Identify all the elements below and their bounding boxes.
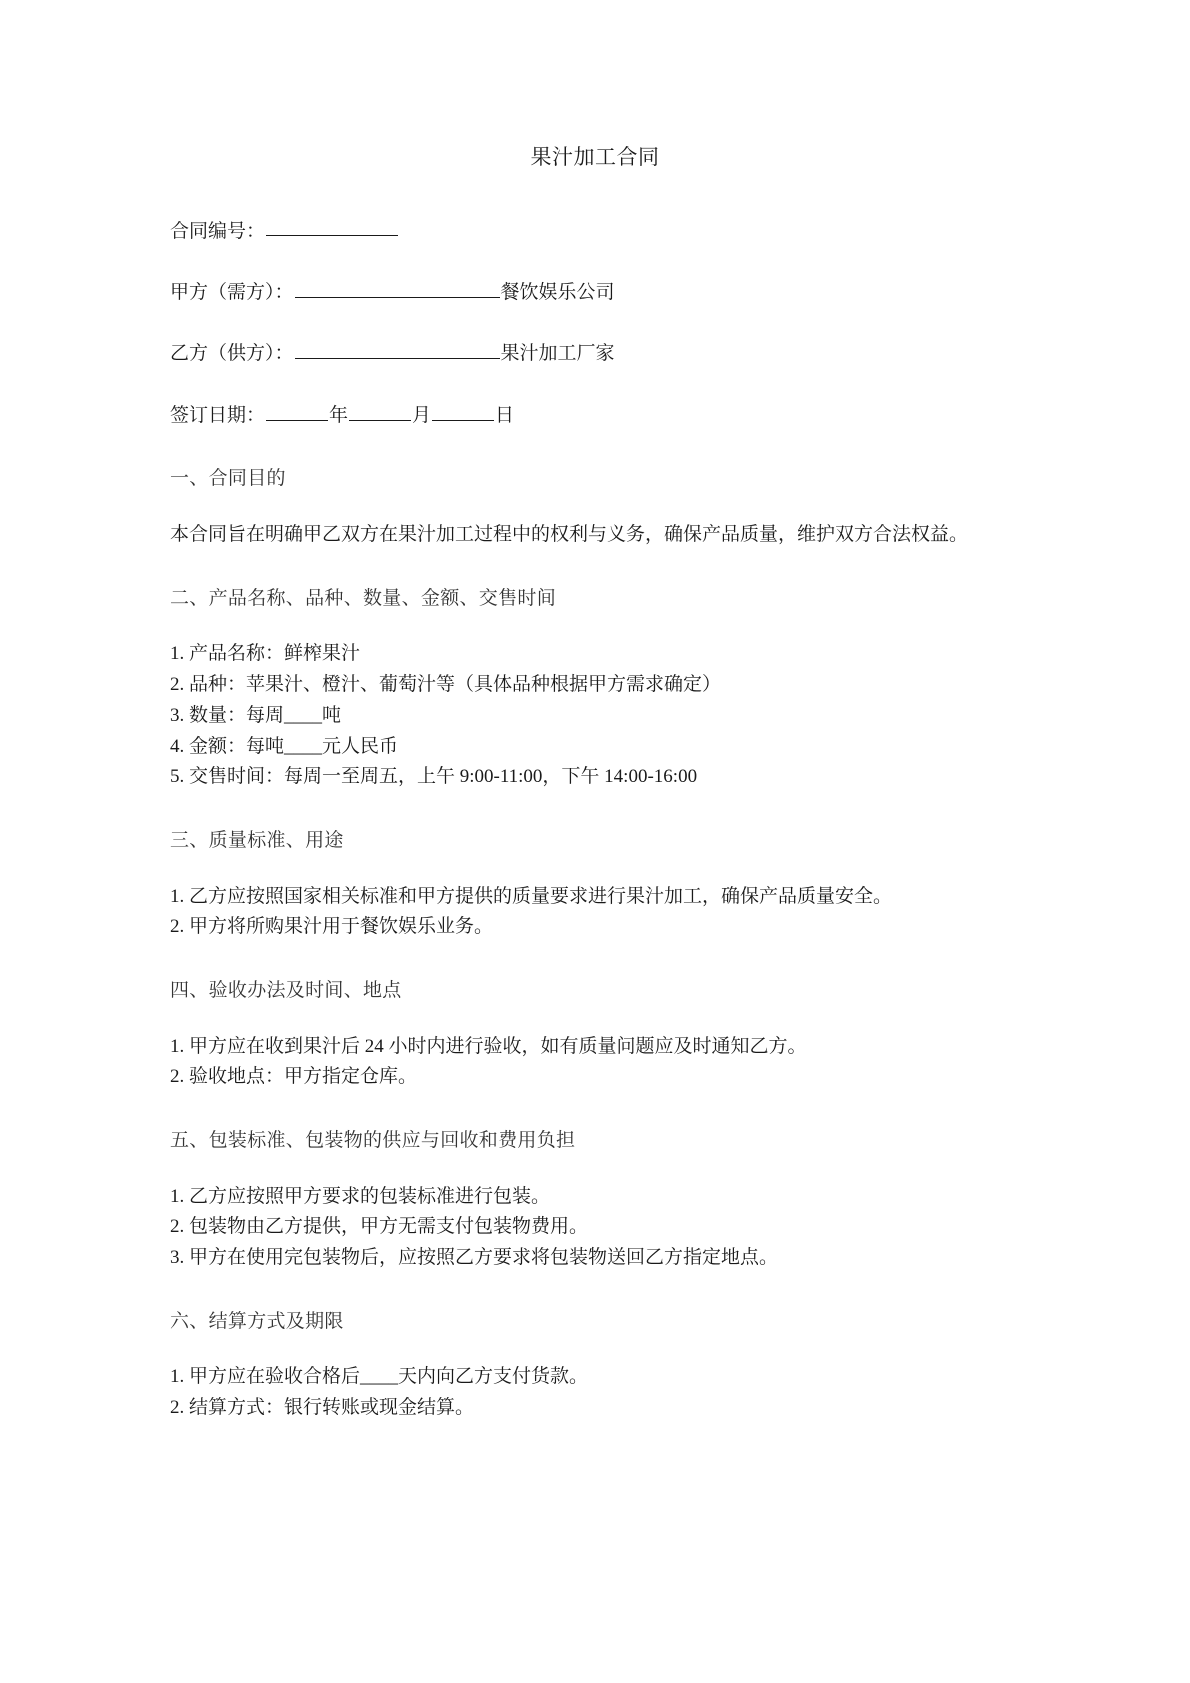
section-2-list bbox=[170, 639, 1020, 793]
signing-month-unit: 月 bbox=[412, 404, 432, 426]
section-6 bbox=[170, 1308, 1020, 1424]
signing-day-blank[interactable] bbox=[432, 400, 494, 421]
section-5-list bbox=[170, 1182, 1020, 1274]
list-item: 1. 乙方应按照甲方要求的包装标准进行包装。 bbox=[170, 1185, 551, 1207]
party-a-suffix: 餐饮娱乐公司 bbox=[500, 281, 615, 303]
contract-number-line bbox=[170, 216, 1020, 245]
section-5-heading: 五、包装标准、包装物的供应与回收和费用负担 bbox=[170, 1130, 576, 1152]
list-item: 1. 甲方应在验收合格后____天内向乙方支付货款。 bbox=[170, 1366, 589, 1388]
party-a-line bbox=[170, 277, 1020, 306]
section-4-list bbox=[170, 1032, 1020, 1094]
list-item: 1. 产品名称：鲜榨果汁 bbox=[170, 643, 361, 665]
signing-date-line bbox=[170, 400, 1020, 429]
list-item: 5. 交售时间：每周一至周五，上午 9:00-11:00，下午 14:00-16:00 bbox=[170, 766, 698, 788]
list-item: 2. 甲方将所购果汁用于餐饮娱乐业务。 bbox=[170, 916, 494, 938]
party-b-suffix: 果汁加工厂家 bbox=[500, 343, 615, 365]
section-3-heading: 三、质量标准、用途 bbox=[170, 830, 344, 852]
list-item: 2. 品种：苹果汁、橙汁、葡萄汁等（具体品种根据甲方需求确定） bbox=[170, 673, 722, 695]
section-4-heading: 四、验收办法及时间、地点 bbox=[170, 980, 402, 1002]
list-item: 2. 结算方式：银行转账或现金结算。 bbox=[170, 1397, 475, 1419]
signing-month-blank[interactable] bbox=[349, 400, 411, 421]
section-2 bbox=[170, 585, 1020, 793]
section-1-heading: 一、合同目的 bbox=[170, 468, 286, 490]
section-5 bbox=[170, 1127, 1020, 1274]
party-a-blank[interactable] bbox=[295, 277, 500, 298]
signing-day-unit: 日 bbox=[495, 404, 515, 426]
list-item: 2. 验收地点：甲方指定仓库。 bbox=[170, 1066, 418, 1088]
contract-number-label: 合同编号： bbox=[170, 220, 266, 242]
signing-year-unit: 年 bbox=[329, 404, 349, 426]
section-3-list bbox=[170, 882, 1020, 944]
section-6-list bbox=[170, 1362, 1020, 1424]
party-b-line bbox=[170, 338, 1020, 367]
party-b-label: 乙方（供方）： bbox=[170, 343, 294, 365]
contract-header-fields bbox=[170, 216, 1020, 430]
signing-year-blank[interactable] bbox=[266, 400, 328, 421]
section-4 bbox=[170, 977, 1020, 1093]
list-item: 3. 甲方在使用完包装物后，应按照乙方要求将包装物送回乙方指定地点。 bbox=[170, 1247, 779, 1269]
section-6-heading: 六、结算方式及期限 bbox=[170, 1310, 344, 1332]
signing-date-label: 签订日期： bbox=[170, 404, 266, 426]
page-title: 果汁加工合同 bbox=[530, 145, 660, 169]
section-2-heading: 二、产品名称、品种、数量、金额、交售时间 bbox=[170, 587, 557, 609]
party-a-label: 甲方（需方）： bbox=[170, 281, 294, 303]
list-item: 1. 乙方应按照国家相关标准和甲方提供的质量要求进行果汁加工，确保产品质量安全。 bbox=[170, 885, 893, 907]
list-item: 2. 包装物由乙方提供，甲方无需支付包装物费用。 bbox=[170, 1216, 589, 1238]
list-item: 3. 数量：每周____吨 bbox=[170, 704, 342, 726]
list-item: 1. 甲方应在收到果汁后 24 小时内进行验收，如有质量问题应及时通知乙方。 bbox=[170, 1035, 807, 1057]
section-1-paragraph: 本合同旨在明确甲乙双方在果汁加工过程中的权利与义务，确保产品质量，维护双方合法权益。 bbox=[170, 523, 969, 545]
contract-number-blank[interactable] bbox=[266, 216, 398, 237]
party-b-blank[interactable] bbox=[295, 338, 500, 359]
section-3 bbox=[170, 827, 1020, 943]
list-item: 4. 金额：每吨____元人民币 bbox=[170, 735, 399, 757]
section-1 bbox=[170, 465, 1020, 550]
